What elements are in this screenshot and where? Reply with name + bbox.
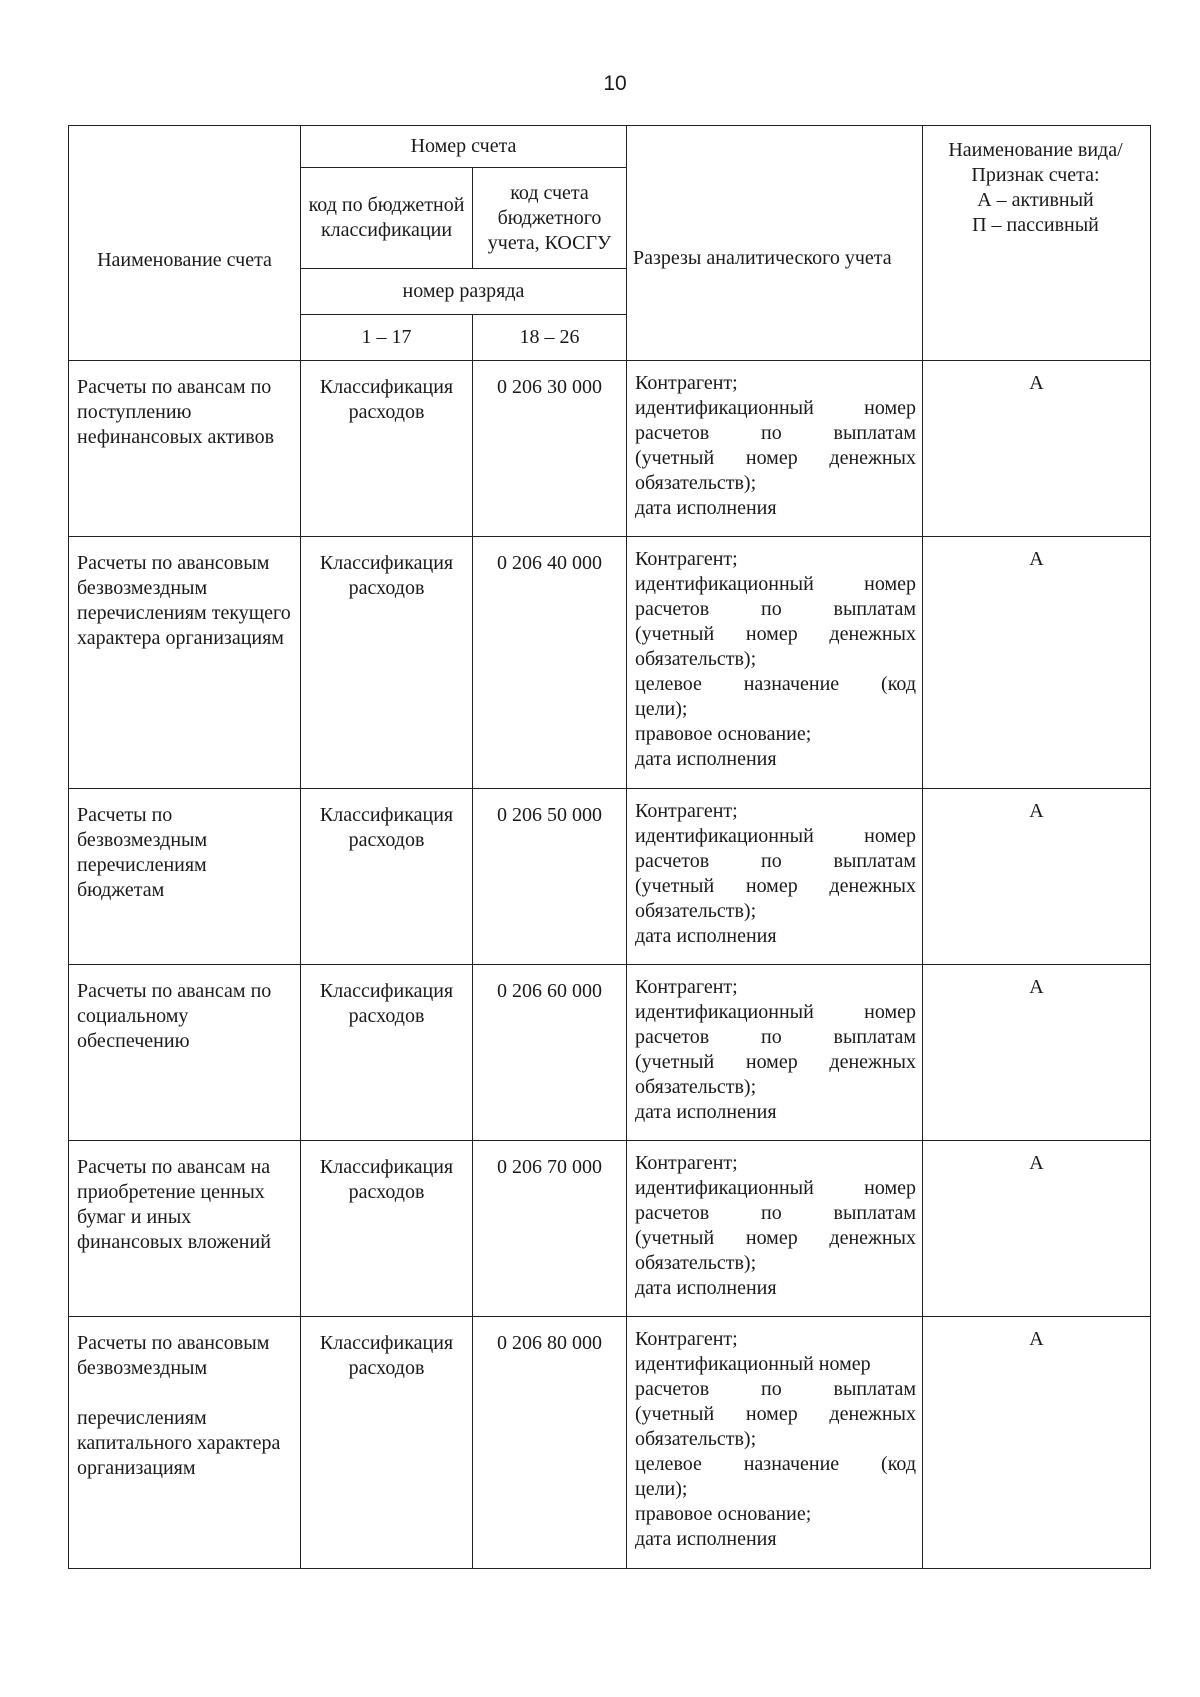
page-number: 10 (603, 72, 627, 95)
analytics-line: Контрагент; (635, 1152, 738, 1174)
analytics-line: правовое основание; (635, 723, 812, 745)
account-code: 0 206 40 000 (473, 537, 627, 789)
analytics-line: обязательств); (635, 1428, 757, 1450)
header-digit-number: номер разряда (301, 269, 627, 315)
analytics-line: (учетный номер денежных (635, 1403, 916, 1425)
analytics-line: расчетов по выплатам (635, 1026, 916, 1048)
analytics-line: обязательств); (635, 900, 757, 922)
header-account-sign (923, 126, 1151, 361)
analytics-cell (627, 965, 923, 1141)
analytics-line: (учетный номер денежных (635, 447, 916, 469)
budget-class-code: Классификация расходов (301, 965, 473, 1141)
account-code: 0 206 60 000 (473, 965, 627, 1141)
analytics-line: Контрагент; (635, 372, 738, 394)
table-row (69, 1317, 1151, 1569)
budget-class-code: Классификация расходов (301, 361, 473, 537)
analytics-line: Контрагент; (635, 800, 738, 822)
account-code: 0 206 80 000 (473, 1317, 627, 1569)
header-account-name: Наименование счета (69, 126, 301, 361)
analytics-line: целевое назначение (код (635, 1453, 916, 1475)
analytics-cell (627, 789, 923, 965)
analytics-line: идентификационный номер (635, 573, 916, 595)
account-name: Расчеты по авансам на приобретение ценных бумаг и иных финансовых вложений (69, 1141, 301, 1317)
account-name: Расчеты по авансам по социальному обеспечению (69, 965, 301, 1141)
header-digits-1-17: 1 – 17 (301, 315, 473, 361)
analytics-line: идентификационный номер (635, 1177, 916, 1199)
table-row (69, 789, 1151, 965)
account-name: Расчеты по авансовым безвозмездным перечислениям текущего характера организациям (69, 537, 301, 789)
account-name-part: перечислениям капитального характера организациям (77, 1407, 281, 1479)
table-row (69, 361, 1151, 537)
header-account-number: Номер счета (301, 126, 627, 168)
analytics-line: обязательств); (635, 1252, 757, 1274)
budget-class-code: Классификация расходов (301, 789, 473, 965)
table-row (69, 537, 1151, 789)
analytics-cell (627, 1141, 923, 1317)
analytics-line: (учетный номер денежных (635, 1227, 916, 1249)
analytics-line: дата исполнения (635, 1277, 777, 1299)
budget-class-code: Классификация расходов (301, 537, 473, 789)
analytics-line: дата исполнения (635, 748, 777, 770)
analytics-line: (учетный номер денежных (635, 875, 916, 897)
account-sign: А (923, 537, 1151, 789)
analytics-line: цели); (635, 698, 688, 720)
header-sign-title: Наименование вида/Признак счета: (948, 139, 1123, 186)
analytics-line: дата исполнения (635, 1528, 777, 1550)
analytics-line: идентификационный номер (635, 1353, 871, 1375)
analytics-line: дата исполнения (635, 497, 777, 519)
analytics-line: расчетов по выплатам (635, 598, 916, 620)
account-name-part: Расчеты по авансовым безвозмездным (77, 1332, 270, 1379)
analytics-line: идентификационный номер (635, 825, 916, 847)
analytics-line: дата исполнения (635, 1101, 777, 1123)
analytics-line: дата исполнения (635, 925, 777, 947)
account-name: Расчеты по безвозмездным перечислениям бюджетам (69, 789, 301, 965)
header-sign-active: А – активный (977, 189, 1094, 211)
analytics-line: обязательств); (635, 648, 757, 670)
analytics-line: обязательств); (635, 472, 757, 494)
account-sign: А (923, 1317, 1151, 1569)
analytics-cell (627, 537, 923, 789)
account-name: Расчеты по авансам по поступлению нефинансовых активов (69, 361, 301, 537)
analytics-line: расчетов по выплатам (635, 1378, 916, 1400)
accounts-table (68, 125, 1151, 1569)
analytics-line: обязательств); (635, 1076, 757, 1098)
table-row (69, 1141, 1151, 1317)
account-sign: А (923, 789, 1151, 965)
analytics-cell (627, 1317, 923, 1569)
header-digits-18-26: 18 – 26 (473, 315, 627, 361)
account-code: 0 206 70 000 (473, 1141, 627, 1317)
table-row (69, 965, 1151, 1141)
analytics-line: расчетов по выплатам (635, 850, 916, 872)
analytics-line: правовое основание; (635, 1503, 812, 1525)
account-name (69, 1317, 301, 1569)
analytics-line: Контрагент; (635, 1328, 738, 1350)
analytics-line: цели); (635, 1478, 688, 1500)
header-budget-class-code: код по бюджетной классификации (301, 168, 473, 269)
header-budget-account-code: код счета бюджетного учета, КОСГУ (473, 168, 627, 269)
analytics-line: расчетов по выплатам (635, 1202, 916, 1224)
analytics-line: (учетный номер денежных (635, 1051, 916, 1073)
header-sign-passive: П – пассивный (972, 214, 1099, 236)
budget-class-code: Классификация расходов (301, 1141, 473, 1317)
analytics-line: (учетный номер денежных (635, 623, 916, 645)
analytics-cell (627, 361, 923, 537)
account-sign: А (923, 965, 1151, 1141)
analytics-line: Контрагент; (635, 548, 738, 570)
account-code: 0 206 50 000 (473, 789, 627, 965)
header-analytics: Разрезы аналитического учета (627, 126, 923, 361)
account-sign: А (923, 1141, 1151, 1317)
analytics-line: целевое назначение (код (635, 673, 916, 695)
account-sign: А (923, 361, 1151, 537)
account-code: 0 206 30 000 (473, 361, 627, 537)
analytics-line: расчетов по выплатам (635, 422, 916, 444)
analytics-line: идентификационный номер (635, 397, 916, 419)
analytics-line: идентификационный номер (635, 1001, 916, 1023)
budget-class-code: Классификация расходов (301, 1317, 473, 1569)
analytics-line: Контрагент; (635, 976, 738, 998)
